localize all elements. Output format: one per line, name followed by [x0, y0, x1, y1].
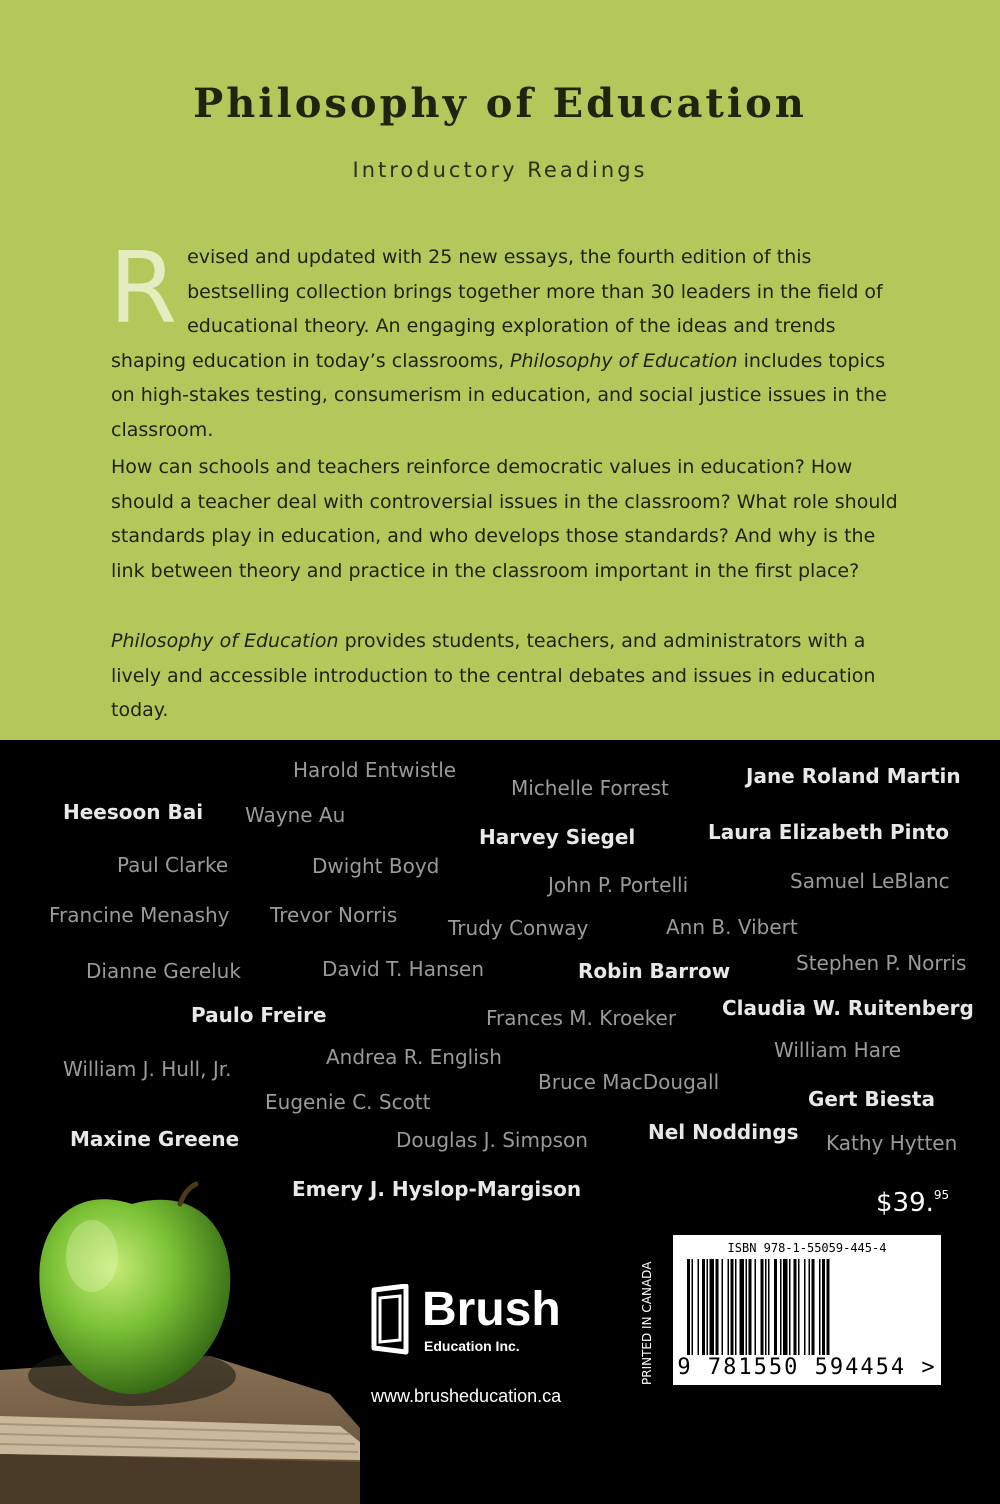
author-name: Nel Noddings	[648, 1120, 799, 1144]
author-name: Bruce MacDougall	[538, 1070, 720, 1094]
author-name: Eugenie C. Scott	[265, 1090, 431, 1114]
publisher-subname: Education Inc.	[424, 1338, 520, 1354]
author-name: John P. Portelli	[548, 873, 689, 897]
author-name: Paul Clarke	[117, 853, 229, 877]
author-name: Trevor Norris	[270, 903, 398, 927]
author-name: Kathy Hytten	[826, 1131, 958, 1155]
price	[876, 1188, 949, 1218]
author-name: Heesoon Bai	[63, 800, 204, 824]
barcode	[673, 1235, 941, 1385]
author-name: Trudy Conway	[448, 916, 589, 940]
author-name: Francine Menashy	[49, 903, 230, 927]
author-name: Michelle Forrest	[511, 776, 669, 800]
apple-on-book-image	[0, 1180, 360, 1504]
author-name: William Hare	[774, 1038, 902, 1062]
barcode-bars-icon	[687, 1259, 927, 1355]
p3-book-title: Philosophy of Education	[111, 630, 339, 652]
description-paragraph-2: How can schools and teachers reinforce democratic values in education? How should a teacher deal with controversial issues in the classroom? What role should standards play in education, and who develops those standards? And why is the link between theory and practice in the classroom important in the first place?	[111, 456, 898, 582]
author-name: Frances M. Kroeker	[486, 1006, 677, 1030]
book-subtitle: Introductory Readings	[352, 158, 648, 182]
p1-text-b: includes topics on high-stakes testing, consumerism in education, and social justice issues in the classroom.	[111, 349, 887, 441]
drop-cap: R	[109, 232, 178, 346]
p3-text-b: provides students, teachers, and administrators with a lively and accessible introduction to the central debates and issues in education today.	[111, 630, 876, 721]
author-name: Jane Roland Martin	[746, 764, 961, 788]
author-name: Andrea R. English	[326, 1045, 502, 1069]
price-cents: 95	[933, 1188, 950, 1202]
author-name: Ann B. Vibert	[666, 915, 798, 939]
publisher-name: Brush	[422, 1283, 561, 1336]
author-name: Wayne Au	[245, 803, 346, 827]
author-name: Maxine Greene	[70, 1127, 240, 1151]
author-name: Harold Entwistle	[293, 758, 457, 782]
price-main: $39.	[876, 1188, 934, 1218]
isbn-label: ISBN 978-1-55059-445-4	[727, 1241, 887, 1255]
author-name: Emery J. Hyslop-Margison	[292, 1177, 582, 1201]
p1-text-a: evised and updated with 25 new essays, the fourth edition of this bestselling collection brings together more than 30 leaders in the field of educational theory. An engaging exploration of the ideas and trends shaping education in today’s classrooms,	[111, 246, 883, 372]
author-name: David T. Hansen	[322, 957, 485, 981]
p1-book-title: Philosophy of Education	[510, 349, 738, 372]
author-name: Samuel LeBlanc	[790, 869, 950, 893]
author-name: Claudia W. Ruitenberg	[722, 996, 974, 1020]
description-paragraph-3	[111, 624, 911, 728]
description-paragraph-1	[109, 232, 911, 447]
author-name: Paulo Freire	[191, 1003, 327, 1027]
author-name: Gert Biesta	[808, 1087, 935, 1111]
book-title: Philosophy of Education	[193, 80, 807, 127]
printed-in-canada: PRINTED IN CANADA	[640, 1261, 654, 1385]
author-name: Stephen P. Norris	[796, 951, 967, 975]
author-name: William J. Hull, Jr.	[63, 1057, 232, 1081]
publisher-tablet-logo-icon	[370, 1284, 416, 1356]
author-name: Robin Barrow	[578, 959, 731, 983]
author-name: Dwight Boyd	[312, 854, 440, 878]
author-name: Laura Elizabeth Pinto	[708, 820, 950, 844]
publisher-website[interactable]: www.brusheducation.ca	[371, 1386, 562, 1406]
author-name: Harvey Siegel	[479, 825, 636, 849]
barcode-digits: 9 781550 594454 >	[677, 1355, 937, 1380]
author-name: Douglas J. Simpson	[396, 1128, 588, 1152]
author-name: Dianne Gereluk	[86, 959, 241, 983]
